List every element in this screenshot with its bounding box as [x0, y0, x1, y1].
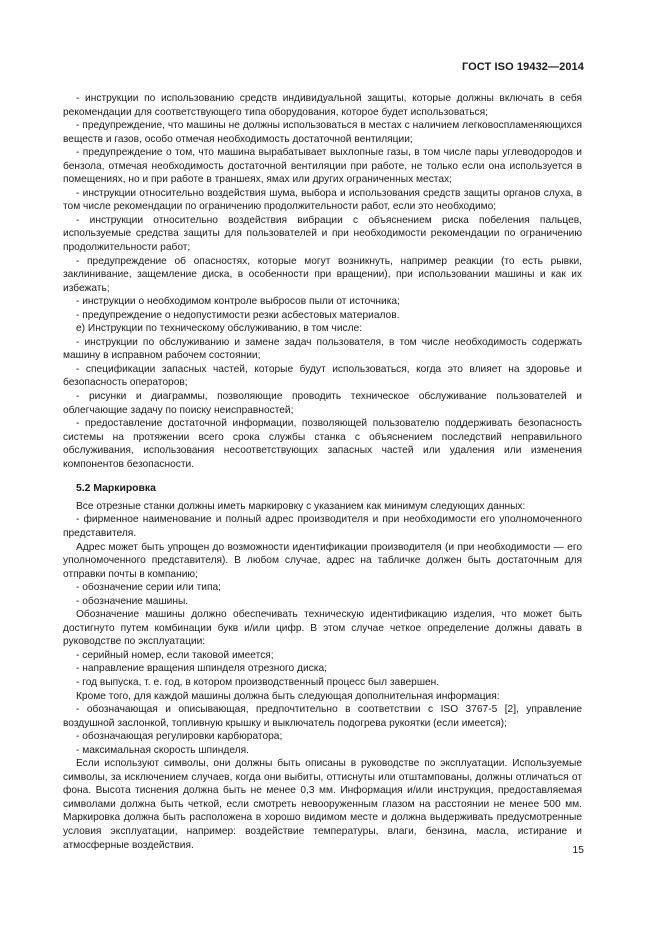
paragraph: - обозначающая регулировки карбюратора;: [76, 731, 283, 743]
paragraph: - предупреждение о том, что машина вырабатывает выхлопные газы, в том числе пары углеводородов и бензола, отмечая необходимость достаточной вентиляции при работе, не только если она используется в помещениях, но и при работе в траншеях, ямах или других ограниченных местах;: [63, 147, 582, 186]
paragraph: - рисунки и диаграммы, позволяющие проводить техническое обслуживание пользователей и облегчающие задачу по поиску неисправностей;: [63, 391, 582, 416]
paragraph: - обозначение серии или типа;: [76, 582, 221, 594]
paragraph: - предупреждение об опасностях, которые могут возникнуть, например реакции (то есть рывки, заклинивание, защемление диска, в особенности при вращении), при использовании машины и как их избежать;: [63, 255, 582, 294]
paragraph: - серийный номер, если таковой имеется;: [76, 649, 274, 661]
paragraph: Обозначение машины должно обеспечивать техническую идентификацию изделия, что может быть достигнуто путем комбинации букв и/или цифр. В этом случае четкое определение должны давать в руководстве по эксплуатации:: [63, 609, 582, 648]
document-header: ГОСТ ISO 19432—2014: [461, 61, 584, 73]
paragraph: - обозначающая и описывающая, предпочтительно в соответствии с ISO 3767-5 [2], управление воздушной заслонкой, топливную крышку и выключатель подогрева рукоятки (если имеется);: [63, 704, 582, 729]
page-number: 15: [572, 844, 584, 856]
paragraph: - максимальная скорость шпинделя.: [76, 744, 249, 756]
paragraph: - инструкции о необходимом контроле выбросов пыли от источника;: [76, 296, 400, 308]
paragraph: Если используют символы, они должны быть описаны в руководстве по эксплуатации. Используемые символы, за исключением случаев, когда они выбиты, оттиснуты или отштампованы, должны отличаться от фона. Высота тиснения должна быть не менее 0,3 мм. Информация и/или инструкция, предоставляемая символами должна быть четкой, если смотреть невооруженным глазом на расстоянии не менее 500 мм. Маркировка должна быть расположена в хорошо видимом месте и должна выдерживать предусмотренные условия эксплуатации, например: воздействие температуры, влаги, бензина, масла, истирание и атмосферные воздействия.: [63, 758, 582, 851]
paragraph: e) Инструкции по техническому обслуживанию, в том числе:: [76, 323, 363, 335]
paragraph: Все отрезные станки должны иметь маркировку с указанием как минимум следующих данных:: [76, 500, 526, 512]
paragraph: - инструкции по обслуживанию и замене задач пользователя, в том числе необходимость содержать машину в исправном рабочем состоянии;: [63, 336, 582, 362]
paragraph: - обозначение машины.: [76, 595, 189, 607]
paragraph: - инструкции по использованию средств индивидуальной защиты, которые должны включать в себя рекомендации для соответствующего типа оборудования, которое будет использоваться;: [63, 93, 582, 118]
paragraph: - спецификации запасных частей, которые будут использоваться, когда это влияет на здоровье и безопасность операторов;: [63, 363, 582, 389]
section-heading: 5.2 Маркировка: [76, 483, 156, 495]
page-body: [63, 92, 582, 852]
paragraph: - инструкции относительно воздействия шума, выбора и использования средств защиты органов слуха, в том числе рекомендации по ограничению продолжительности работ, если это необходимо;: [63, 187, 582, 213]
paragraph: - направление вращения шпинделя отрезного диска;: [76, 663, 327, 675]
paragraph: - предупреждение, что машины не должны использоваться в местах с наличием легковоспламеняющихся веществ и газов, особо отмечая необходимость достаточной вентиляции;: [63, 120, 582, 145]
paragraph: Адрес может быть упрощен до возможности идентификации производителя (и при необходимости — его уполномоченного представителя). В любом случае, адрес на табличке должен быть достаточным для отправки почты в компанию;: [63, 541, 582, 580]
paragraph: - фирменное наименование и полный адрес производителя и при необходимости его уполномоченного представителя.: [63, 514, 582, 539]
paragraph: - предоставление достаточной информации, позволяющей пользователю поддерживать безопасность системы на протяжении всего срока службы станка с объяснением последствий неправильного обслуживания, использования несоответствующих запасных частей или удаления или изменения компонентов безопасности.: [63, 418, 582, 470]
paragraph: - предупреждение о недопустимости резки асбестовых материалов.: [76, 309, 400, 321]
paragraph: - год выпуска, т. е. год, в котором производственный процесс был завершен.: [76, 676, 440, 688]
paragraph: Кроме того, для каждой машины должна быть следующая дополнительная информация:: [76, 690, 500, 702]
paragraph: - инструкции относительно воздействия вибрации с объяснением риска побеления пальцев, используемые средства защиты для пользователей и при необходимости рекомендации по ограничению продолжительности работ;: [63, 214, 582, 254]
